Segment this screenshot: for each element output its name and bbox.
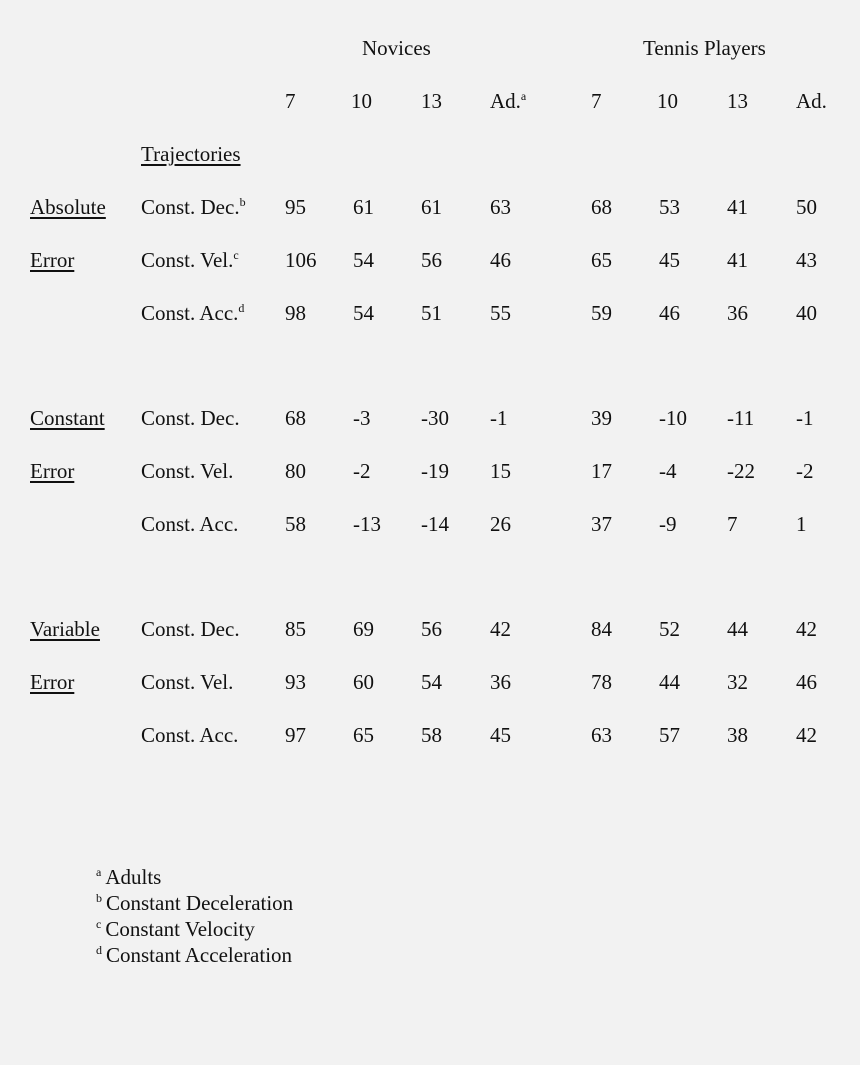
table-cell: 58 [285, 512, 306, 536]
table-cell: 1 [796, 512, 807, 536]
table-cell: 97 [285, 723, 306, 747]
table-cell: -10 [659, 406, 687, 430]
table-cell: 15 [490, 459, 511, 483]
table-cell: 98 [285, 301, 306, 325]
table-cell: 44 [659, 670, 680, 694]
table-cell: 59 [591, 301, 612, 325]
age-header-tennis-adults: Ad. [796, 89, 827, 113]
footnotes [96, 864, 293, 968]
table-cell: 45 [490, 723, 511, 747]
trajectory-label: Const. Acc. [141, 723, 239, 747]
table-cell: 40 [796, 301, 817, 325]
trajectory-label: Const. Vel. [141, 670, 234, 694]
age-header-novices-10: 10 [351, 89, 372, 113]
table-cell: 36 [490, 670, 511, 694]
table-cell: 95 [285, 195, 306, 219]
table-cell: -22 [727, 459, 755, 483]
table-cell: 46 [796, 670, 817, 694]
table-cell: 57 [659, 723, 680, 747]
footnote: $^c$ Constant Velocity [96, 917, 255, 941]
table-cell: -1 [796, 406, 814, 430]
trajectory-label: Const. Acc. [141, 512, 239, 536]
table-cell: 69 [353, 617, 374, 641]
section-label-absolute-error: Error [30, 248, 75, 272]
table-cell: 26 [490, 512, 511, 536]
table-cell: 52 [659, 617, 680, 641]
trajectory-label: Const. Vel. [141, 459, 234, 483]
table-cell: -14 [421, 512, 449, 536]
table-cell: 60 [353, 670, 374, 694]
section-label-variable-error: Error [30, 670, 75, 694]
table-cell: -2 [796, 459, 814, 483]
table-cell: -4 [659, 459, 677, 483]
footnote: $^a$ Adults [96, 865, 162, 889]
table-cell: 65 [353, 723, 374, 747]
table-cell: 56 [421, 617, 442, 641]
table-cell: -3 [353, 406, 371, 430]
table-cell: 54 [353, 301, 374, 325]
section-label-constant: Constant [30, 406, 105, 430]
age-header-tennis-13: 13 [727, 89, 748, 113]
table-cell: 68 [591, 195, 612, 219]
table-cell: -2 [353, 459, 371, 483]
table-cell: -1 [490, 406, 508, 430]
group-header-tennis-players: Tennis Players [643, 36, 766, 60]
table-cell: -9 [659, 512, 677, 536]
table-cell: 37 [591, 512, 612, 536]
table-cell: 42 [796, 723, 817, 747]
age-header-novices-13: 13 [421, 89, 442, 113]
age-header-novices-adults: Ad.$^a$ [490, 89, 527, 113]
trajectory-label: Const. Dec. [141, 406, 240, 430]
group-header-novices: Novices [362, 36, 431, 60]
footnote: $^d$ Constant Acceleration [96, 943, 293, 967]
trajectories-heading: Trajectories [141, 142, 241, 166]
table-cell: 46 [659, 301, 680, 325]
table-cell: 78 [591, 670, 612, 694]
table-cell: 42 [490, 617, 511, 641]
table-cell: 61 [353, 195, 374, 219]
table-cell: 43 [796, 248, 817, 272]
table-cell: 41 [727, 195, 748, 219]
table-cell: 17 [591, 459, 612, 483]
section-label-variable: Variable [30, 617, 100, 641]
trajectory-label: Const. Dec.$^b$ [141, 195, 246, 219]
table-cell: 42 [796, 617, 817, 641]
table-cell: -13 [353, 512, 381, 536]
table-cell: 44 [727, 617, 748, 641]
table-cell: 93 [285, 670, 306, 694]
table-cell: 45 [659, 248, 680, 272]
section-label-absolute: Absolute [30, 195, 106, 219]
trajectory-label: Const. Vel.$^c$ [141, 248, 239, 272]
table-cell: 39 [591, 406, 612, 430]
table-cell: 80 [285, 459, 306, 483]
table-cell: -11 [727, 406, 755, 430]
table-cell: 54 [421, 670, 442, 694]
table-cell: 65 [591, 248, 612, 272]
table-cell: -19 [421, 459, 449, 483]
table-cell: 106 [285, 248, 317, 272]
table-cell: 85 [285, 617, 306, 641]
table-cell: 50 [796, 195, 817, 219]
table-cell: -30 [421, 406, 449, 430]
table-cell: 84 [591, 617, 612, 641]
table-cell: 36 [727, 301, 748, 325]
table-cell: 41 [727, 248, 748, 272]
table-cell: 63 [591, 723, 612, 747]
age-header-tennis-10: 10 [657, 89, 678, 113]
table-cell: 46 [490, 248, 511, 272]
table-cell: 58 [421, 723, 442, 747]
table-cell: 61 [421, 195, 442, 219]
table-cell: 7 [727, 512, 738, 536]
footnote: $^b$ Constant Deceleration [96, 891, 294, 915]
table-cell: 56 [421, 248, 442, 272]
age-header-tennis-7: 7 [591, 89, 602, 113]
table-cell: 38 [727, 723, 748, 747]
table-cell: 68 [285, 406, 306, 430]
section-label-constant-error: Error [30, 459, 75, 483]
table-cell: 32 [727, 670, 748, 694]
table-cell: 51 [421, 301, 442, 325]
table-cell: 54 [353, 248, 374, 272]
trajectory-label: Const. Dec. [141, 617, 240, 641]
table-cell: 53 [659, 195, 680, 219]
trajectory-label: Const. Acc.$^d$ [141, 301, 245, 325]
table-cell: 55 [490, 301, 511, 325]
age-header-novices-7: 7 [285, 89, 296, 113]
table-cell: 63 [490, 195, 511, 219]
